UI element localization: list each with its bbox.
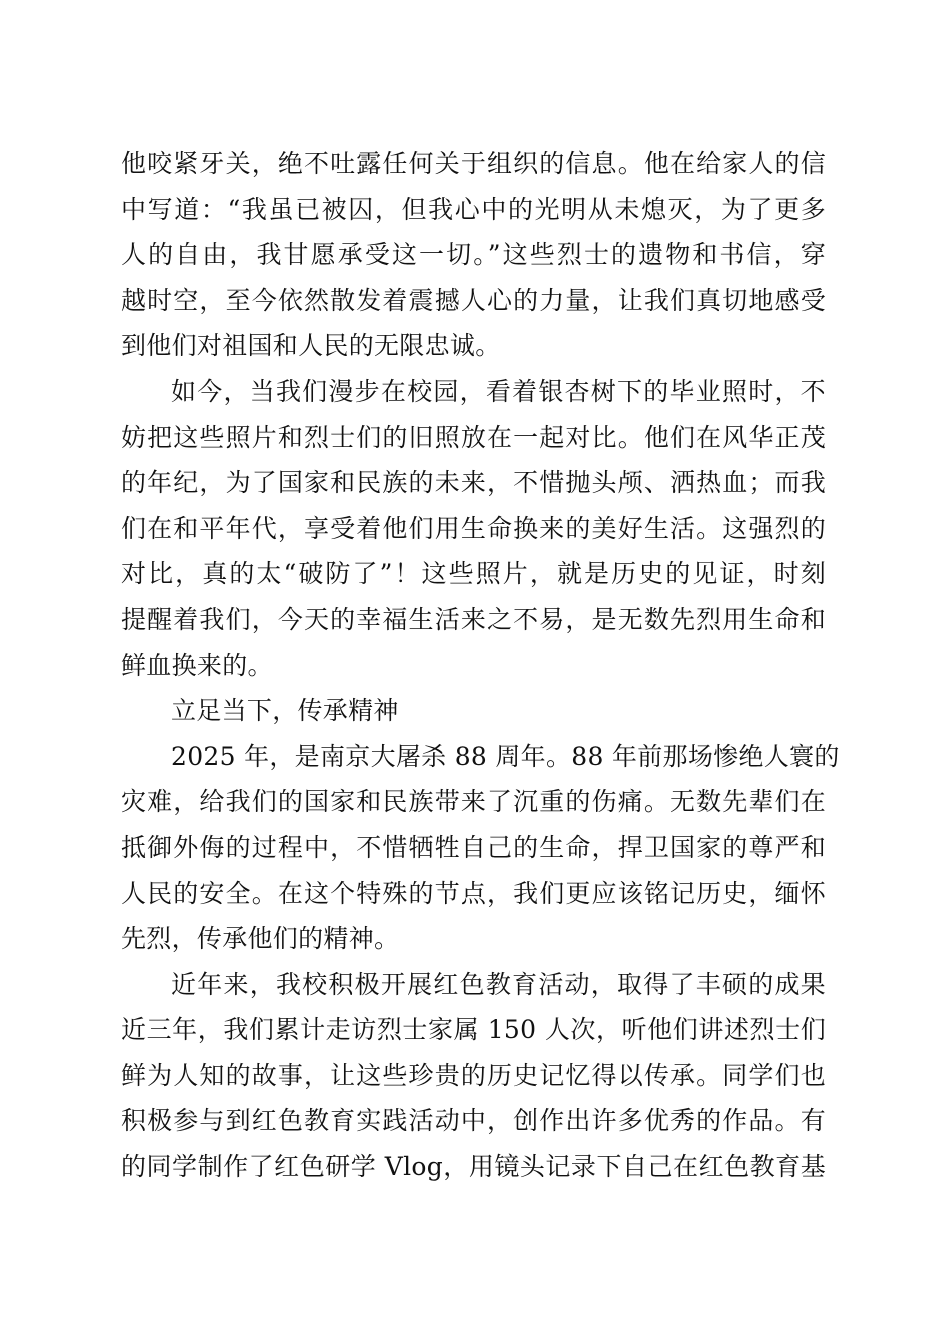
paragraph-anniversary <box>121 734 840 962</box>
text-line: 们在和平年代，享受着他们用生命换来的美好生活。这强烈的 <box>121 513 826 543</box>
text-line: 的同学制作了红色研学 Vlog，用镜头记录下自己在红色教育基 <box>121 1152 826 1182</box>
text-line: 鲜血换来的。 <box>121 650 273 680</box>
paragraph-photo-comparison <box>121 369 826 688</box>
text-line: 近三年，我们累计走访烈士家属 150 人次，听他们讲述烈士们 <box>121 1015 826 1045</box>
text-line: 提醒着我们，今天的幸福生活来之不易，是无数先烈用生命和 <box>121 604 826 634</box>
text-line: 2025 年，是南京大屠杀 88 周年。88 年前那场惨绝人寰的 <box>171 741 840 771</box>
text-line: 越时空，至今依然散发着震撼人心的力量，让我们真切地感受 <box>121 285 826 315</box>
text-line: 近年来，我校积极开展红色教育活动，取得了丰硕的成果 <box>171 969 826 999</box>
paragraph-letter-excerpt <box>121 141 826 369</box>
text-line: 如今，当我们漫步在校园，看着银杏树下的毕业照时，不 <box>171 376 826 406</box>
text-line: 人的自由，我甘愿承受这一切。”这些烈士的遗物和书信，穿 <box>121 240 826 270</box>
paragraph-school-activities <box>121 962 826 1190</box>
section-heading <box>121 688 826 734</box>
text-line: 鲜为人知的故事，让这些珍贵的历史记忆得以传承。同学们也 <box>121 1060 826 1090</box>
text-line: 的年纪，为了国家和民族的未来，不惜抛头颅、洒热血；而我 <box>121 468 826 498</box>
text-line: 对比，真的太“破防了”！这些照片，就是历史的见证，时刻 <box>121 559 826 589</box>
text-line: 灾难，给我们的国家和民族带来了沉重的伤痛。无数先辈们在 <box>121 787 826 817</box>
text-line: 妨把这些照片和烈士们的旧照放在一起对比。他们在风华正茂 <box>121 422 826 452</box>
text-line: 积极参与到红色教育实践活动中，创作出许多优秀的作品。有 <box>121 1106 826 1136</box>
text-line: 先烈，传承他们的精神。 <box>121 924 400 954</box>
text-line: 人民的安全。在这个特殊的节点，我们更应该铭记历史，缅怀 <box>121 878 826 908</box>
text-line: 他咬紧牙关，绝不吐露任何关于组织的信息。他在给家人的信 <box>121 149 826 178</box>
section-heading-text: 立足当下，传承精神 <box>171 696 399 726</box>
text-line: 到他们对祖国和人民的无限忠诚。 <box>121 331 501 361</box>
text-line: 中写道：“我虽已被囚，但我心中的光明从未熄灭，为了更多 <box>121 194 826 224</box>
text-line: 抵御外侮的过程中，不惜牺牲自己的生命，捍卫国家的尊严和 <box>121 832 826 862</box>
document-body <box>121 141 840 1190</box>
